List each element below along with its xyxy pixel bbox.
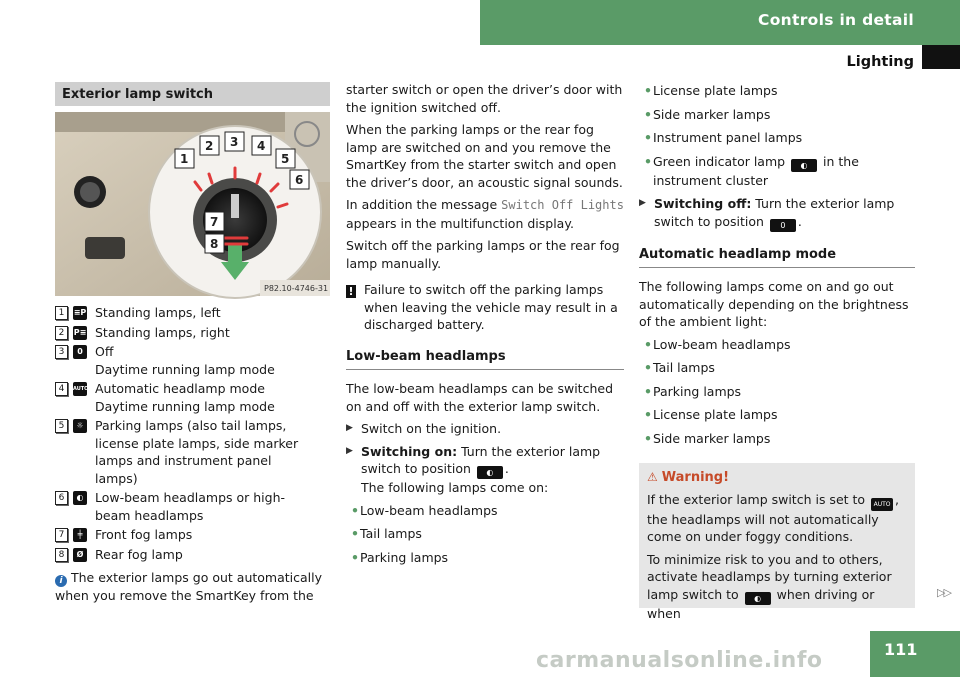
step-label: Switching on:: [361, 443, 458, 459]
item-text: Standing lamps, right: [95, 324, 230, 340]
list-item: • Tail lamps: [639, 359, 915, 377]
item-number: 7: [55, 528, 68, 542]
info-note-text: The exterior lamps go out automatically when you remove the SmartKey from the: [55, 570, 323, 603]
dial-label-3: 3: [230, 135, 239, 149]
dial-label-1: 1: [180, 152, 189, 166]
item-number: 8: [55, 548, 68, 562]
section-title: Controls in detail: [758, 11, 914, 29]
step-follow: The following lamps come on:: [361, 480, 549, 495]
text: in the instrument cluster: [653, 153, 859, 188]
notice: [346, 281, 624, 334]
subsection-title: Lighting: [846, 54, 914, 70]
list-item: • Side marker lamps: [639, 430, 915, 448]
text: when driving or when: [647, 586, 875, 621]
dial-label-2: 2: [205, 139, 214, 153]
list-item: • Parking lamps: [639, 383, 915, 401]
auto-headlamp-heading: Automatic headlamp mode: [639, 246, 915, 269]
text: To minimize risk to you and to others, activate headlamps by turning exterior lamp switch to: [647, 551, 892, 602]
watermark: carmanualsonline.info: [536, 648, 823, 673]
off-icon: 0: [770, 219, 796, 232]
dial-label-7: 7: [210, 215, 219, 229]
list-item: [55, 526, 330, 544]
warning-title-text: Warning!: [661, 470, 730, 485]
text: Green indicator lamp: [653, 153, 790, 169]
step-item: ▶ Switch on the ignition.: [346, 420, 624, 438]
parking-right-icon: P≡: [73, 326, 87, 340]
item-number: 4: [55, 382, 68, 396]
item-text: Rear fog lamp: [95, 546, 183, 562]
paragraph: Switch off the parking lamps or the rear fog lamp manually.: [346, 238, 620, 271]
warning-paragraph: [647, 491, 907, 546]
list-item: [55, 343, 330, 378]
warning-box: [639, 463, 915, 621]
item-number: 2: [55, 326, 68, 340]
step-text: Turn the exterior lamp switch to position: [654, 196, 895, 229]
notice-text: Failure to switch off the parking lamps when leaving the vehicle may result in a discharged battery.: [364, 282, 618, 332]
list-item: [55, 417, 330, 487]
exclamation-icon: !: [346, 285, 356, 298]
message-paragraph: [346, 196, 624, 232]
continue-marker: ▷▷: [937, 586, 950, 599]
rear-fog-icon: Ø: [73, 548, 87, 562]
text: If the exterior lamp switch is set to: [647, 491, 870, 507]
step-text: Turn the exterior lamp switch to position: [361, 443, 601, 476]
item-text: Low-beam headlamps or high-beam headlamps: [95, 490, 286, 523]
dial-label-4: 4: [257, 139, 266, 153]
item-text: Standing lamps, left: [95, 305, 221, 320]
list-item: • Low-beam headlamps: [346, 502, 624, 520]
step-label: Switching off:: [654, 196, 752, 211]
item-number: 6: [55, 491, 68, 505]
text: appears in the multifunction display.: [346, 215, 574, 231]
step-item: [346, 443, 624, 497]
switch-position-list: [55, 304, 330, 565]
off-icon: 0: [73, 345, 87, 359]
paragraph: The following lamps come on and go out automatically depending on the brightness of the ambient light:: [639, 279, 909, 329]
paragraph: The low-beam headlamps can be switched on and off with the exterior lamp switch.: [346, 381, 614, 414]
text: .: [797, 213, 802, 229]
list-item: • Side marker lamps: [639, 106, 915, 124]
item-number: 3: [55, 345, 68, 359]
list-item: [55, 304, 330, 322]
dial-label-5: 5: [281, 152, 290, 166]
text: .: [504, 461, 509, 476]
parking-lamps-icon: ☼: [73, 419, 87, 433]
item-number: 5: [55, 419, 68, 433]
info-icon: i: [55, 575, 67, 587]
list-item: • Instrument panel lamps: [639, 129, 915, 147]
list-item: [639, 153, 915, 190]
lamp-switch-photo: [55, 112, 330, 296]
text: , the headlamps will not automatically come on under foggy conditions.: [647, 491, 900, 544]
item-text: Parking lamps (also tail lamps, license plate lamps, side marker lamps and instrument panel lamps): [95, 418, 299, 486]
dial-label-8: 8: [210, 237, 219, 251]
list-item: • License plate lamps: [639, 406, 915, 424]
item-text: Front fog lamps: [95, 527, 193, 542]
header-marker-block: [922, 45, 960, 69]
front-fog-icon: ╪: [73, 528, 87, 542]
list-item: • Parking lamps: [346, 549, 624, 567]
item-text: Automatic headlamp mode Daytime running lamp mode: [95, 381, 275, 414]
list-item: [55, 380, 330, 415]
list-item: • License plate lamps: [639, 82, 915, 100]
step-item: [639, 195, 915, 232]
parking-left-icon: ≡P: [73, 306, 87, 320]
list-item: [55, 489, 330, 524]
low-beam-icon: ◐: [791, 159, 817, 172]
photo-code: P82.10-4746-31: [264, 284, 329, 293]
list-item: • Low-beam headlamps: [639, 336, 915, 354]
paragraph: When the parking lamps or the rear fog lamp are switched on and you remove the SmartKey from the starter switch and open the driver’s door, an acoustic signal sounds.: [346, 122, 623, 190]
column-2: [346, 81, 624, 572]
item-text: Off Daytime running lamp mode: [95, 344, 275, 377]
list-item: [55, 546, 330, 564]
auto-icon: AUTO: [871, 498, 893, 511]
exterior-lamp-switch-heading: Exterior lamp switch: [55, 82, 330, 106]
low-beam-icon: ◐: [73, 491, 87, 505]
info-note: [55, 569, 330, 605]
page-number: 111: [870, 631, 960, 677]
list-item: [55, 324, 330, 342]
column-3: [639, 82, 915, 453]
list-item: • Tail lamps: [346, 525, 624, 543]
auto-icon: AUTO: [73, 382, 87, 396]
warning-title: [647, 469, 907, 487]
warning-paragraph: [647, 551, 907, 623]
display-message: Switch Off Lights: [501, 198, 624, 212]
dial-label-6: 6: [295, 173, 304, 187]
low-beam-heading: Low-beam headlamps: [346, 348, 624, 371]
text: In addition the message: [346, 197, 502, 212]
warning-triangle-icon: ⚠: [647, 470, 658, 484]
item-number: 1: [55, 306, 68, 320]
low-beam-icon: ◐: [477, 466, 503, 479]
lamp-switch-illustration: [55, 112, 330, 296]
paragraph: starter switch or open the driver’s door with the ignition switched off.: [346, 82, 623, 115]
low-beam-icon: ◐: [745, 592, 771, 605]
